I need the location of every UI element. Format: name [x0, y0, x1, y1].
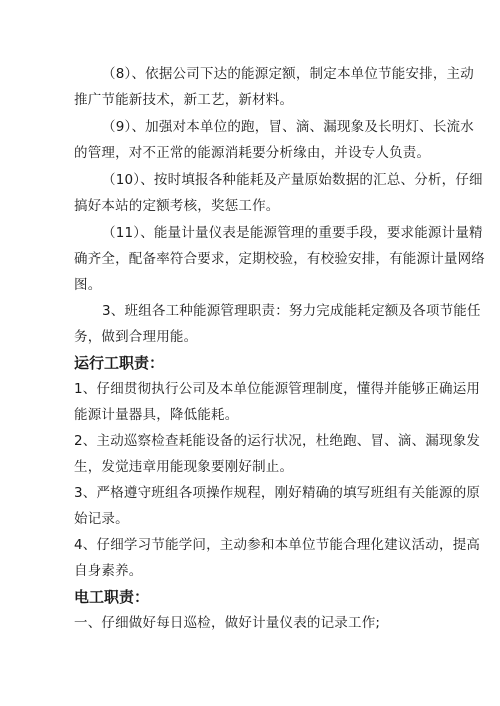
item-10-line-2: 搞好本站的定额考核，奖惩工作。 — [74, 198, 280, 214]
operator-item-2-line-2: 生，发觉违章用能现象要刚好制止。 — [74, 459, 294, 475]
electrician-duties-heading: 电工职责： — [74, 588, 150, 606]
item-11-line-3: 图。 — [74, 277, 102, 293]
operator-item-1-line-2: 能源计量器具，降低能耗。 — [74, 407, 239, 423]
operator-duties-heading: 运行工职责： — [74, 354, 165, 372]
item-8-line-1: （8）、依据公司下达的能源定额，制定本单位节能安排，主动 — [102, 66, 474, 82]
item-11-line-1: （11）、能量计量仪表是能源管理的重要手段，要求能源计量精 — [102, 225, 483, 241]
operator-item-3-line-2: 始记录。 — [74, 511, 129, 527]
item-10-line-1: （10）、按时填报各种能耗及产量原始数据的汇总、分析，仔细 — [102, 172, 483, 188]
item-8-line-2: 推广节能新技术，新工艺，新材料。 — [74, 92, 294, 108]
section-3-line-2: 务，做到合理用能。 — [74, 329, 198, 345]
operator-item-4-line-2: 自身素养。 — [74, 563, 143, 579]
item-9-line-1: （9）、加强对本单位的跑，冒、滴、漏现象及长明灯、长流水 — [102, 119, 474, 135]
operator-item-3-line-1: 3、严格遵守班组各项操作规程，刚好精确的填写班组有关能源的原 — [74, 485, 481, 501]
item-9-line-2: 的管理，对不正常的能源消耗要分析缘由，并设专人负责。 — [74, 145, 431, 161]
operator-item-1-line-1: 1、仔细贯彻执行公司及本单位能源管理制度，懂得并能够正确运用 — [74, 381, 481, 397]
item-11-line-2: 确齐全，配备率符合要求，定期校验，有校验安排，有能源计量网络 — [74, 251, 485, 267]
electrician-item-1-line-1: 一、仔细做好每日巡检，做好计量仪表的记录工作; — [74, 615, 381, 631]
operator-item-2-line-1: 2、主动巡察检查耗能设备的运行状况，杜绝跑、冒、滴、漏现象发 — [74, 433, 481, 449]
section-3-line-1: 3、班组各工种能源管理职责：努力完成能耗定额及各项节能任 — [102, 303, 481, 319]
operator-item-4-line-1: 4、仔细学习节能学问，主动参和本单位节能合理化建议活动，提高 — [74, 537, 481, 553]
